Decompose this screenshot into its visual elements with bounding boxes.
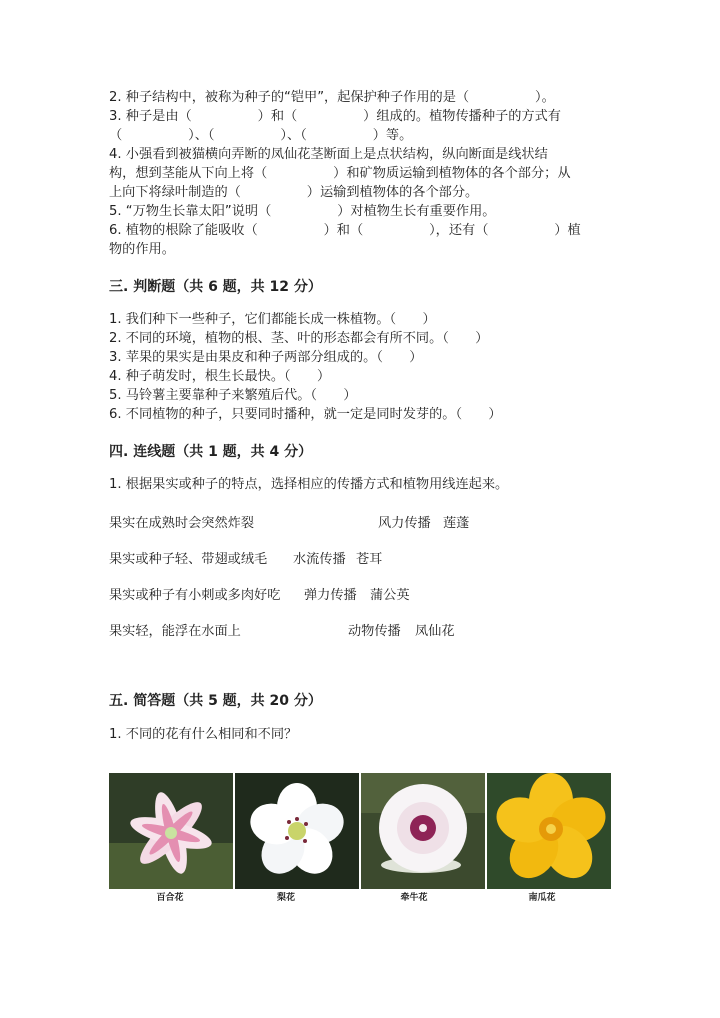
lily-flower-image <box>109 773 233 889</box>
judge-item-2: 2. 不同的环境，植物的根、茎、叶的形态都会有所不同。（ ） <box>109 331 489 346</box>
fill-in-q6-line-1: 6. 植物的根除了能吸收（ ）和（ ），还有（ ）植 <box>109 223 581 238</box>
match-method-3: 弹力传播 <box>304 588 357 603</box>
caption-morning-glory: 牵牛花 <box>400 893 428 903</box>
pear-blossom-photo <box>235 773 359 889</box>
match-feature-1: 果实在成熟时会突然炸裂 <box>109 516 255 531</box>
judge-item-6: 6. 不同植物的种子，只要同时播种，就一定是同时发芽的。（ ） <box>109 407 502 422</box>
judge-item-3: 3. 苹果的果实是由果皮和种子两部分组成的。（ ） <box>109 350 423 365</box>
fill-in-q6-line-2: 物的作用。 <box>109 242 175 257</box>
match-method-4: 动物传播 <box>348 624 401 639</box>
fill-in-q4-line-1: 4. 小强看到被猫横向弄断的凤仙花茎断面上是点状结构，纵向断面是线状结 <box>109 147 548 162</box>
flower-photo-strip <box>109 773 611 889</box>
pear-blossom-image <box>235 773 359 889</box>
pumpkin-flower-image <box>487 773 611 889</box>
match-plant-2: 苍耳 <box>356 552 383 567</box>
matching-intro: 1. 根据果实或种子的特点，选择相应的传播方式和植物用线连起来。 <box>109 477 509 492</box>
match-feature-3: 果实或种子有小刺或多肉好吃 <box>109 588 281 603</box>
fill-in-q2-line: 2. 种子结构中，被称为种子的“铠甲”，起保护种子作用的是（ ）。 <box>109 90 555 105</box>
fill-in-q4-line-2: 构，想到茎能从下向上将（ ）和矿物质运输到植物体的各个部分；从 <box>109 166 571 181</box>
fill-in-q3-line-2: （ ）、（ ）、（ ）等。 <box>109 128 413 143</box>
matching-heading: 四. 连线题（共 1 题，共 4 分） <box>109 444 313 460</box>
fill-in-q5-line: 5. “万物生长靠太阳”说明（ ）对植物生长有重要作用。 <box>109 204 496 219</box>
judge-heading: 三. 判断题（共 6 题，共 12 分） <box>109 279 322 295</box>
match-method-1: 风力传播 <box>378 516 431 531</box>
match-plant-1: 莲蓬 <box>443 516 470 531</box>
match-method-2: 水流传播 <box>293 552 346 567</box>
caption-lily: 百合花 <box>156 893 184 903</box>
match-plant-3: 蒲公英 <box>370 588 410 603</box>
judge-item-1: 1. 我们种下一些种子，它们都能长成一株植物。（ ） <box>109 312 436 327</box>
judge-item-4: 4. 种子萌发时，根生长最快。（ ） <box>109 369 331 384</box>
fill-in-q3-line-1: 3. 种子是由（ ）和（ ）组成的。植物传播种子的方式有 <box>109 109 561 124</box>
match-feature-4: 果实轻，能浮在水面上 <box>109 624 241 639</box>
match-feature-2: 果实或种子轻、带翅或绒毛 <box>109 552 268 567</box>
short-answer-q1: 1. 不同的花有什么相同和不同？ <box>109 727 298 742</box>
morning-glory-photo <box>361 773 485 889</box>
lily-photo <box>109 773 233 889</box>
judge-item-5: 5. 马铃薯主要靠种子来繁殖后代。（ ） <box>109 388 357 403</box>
pumpkin-flower-photo <box>487 773 611 889</box>
fill-in-q4-line-3: 上向下将绿叶制造的（ ）运输到植物体的各个部分。 <box>109 185 479 200</box>
caption-pear-blossom: 梨花 <box>276 893 295 903</box>
caption-pumpkin-flower: 南瓜花 <box>528 893 556 903</box>
short-answer-heading: 五. 简答题（共 5 题，共 20 分） <box>109 693 322 709</box>
morning-glory-image <box>361 773 485 889</box>
match-plant-4: 凤仙花 <box>415 624 455 639</box>
